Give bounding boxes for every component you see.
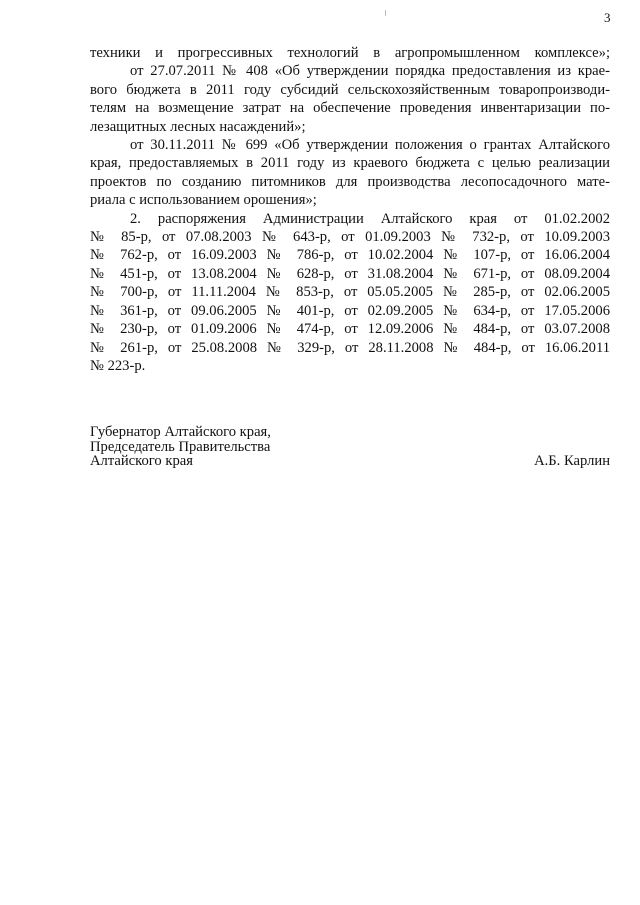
body-line: лезащитных лесных насаждений»; xyxy=(90,118,306,135)
body-line: телям на возмещение затрат на обеспечение проведения инвентаризации по- xyxy=(90,100,610,117)
body-line: № 762-р, от 16.09.2003 № 786-р, от 10.02.2004 № 107-р, от 16.06.2004 xyxy=(90,247,610,264)
signatory-title-line: Председатель Правительства xyxy=(90,438,271,455)
body-line: № 223-р. xyxy=(90,357,146,374)
margin-mark xyxy=(385,10,386,16)
body-line: края, предоставляемых в 2011 году из краевого бюджета с целью реализации xyxy=(90,155,610,172)
body-line: № 451-р, от 13.08.2004 № 628-р, от 31.08.2004 № 671-р, от 08.09.2004 xyxy=(90,265,610,282)
body-line: риала с использованием орошения»; xyxy=(90,192,317,209)
body-line: № 700-р, от 11.11.2004 № 853-р, от 05.05.2005 № 285-р, от 02.06.2005 xyxy=(90,284,610,301)
body-line: вого бюджета в 2011 году субсидий сельскохозяйственным товаропроизводи- xyxy=(90,81,610,98)
page-number: 3 xyxy=(604,10,611,25)
body-line: техники и прогрессивных технологий в агропромышленном комплексе»; xyxy=(90,45,610,61)
body-line: 2. распоряжения Администрации Алтайского края от 01.02.2002 xyxy=(130,210,610,227)
body-line: № 361-р, от 09.06.2005 № 401-р, от 02.09.2005 № 634-р, от 17.05.2006 xyxy=(90,302,610,319)
body-line: № 261-р, от 25.08.2008 № 329-р, от 28.11.2008 № 484-р, от 16.06.2011 xyxy=(90,339,610,356)
body-line: проектов по созданию питомников для производства лесопосадочного мате- xyxy=(90,173,610,190)
body-line: от 30.11.2011 № 699 «Об утверждении положения о грантах Алтайского xyxy=(130,137,610,154)
signatory-title-line: Алтайского края xyxy=(90,453,193,470)
signatory-title-line: Губернатор Алтайского края, xyxy=(90,424,271,440)
body-line: № 230-р, от 01.09.2006 № 474-р, от 12.09.2006 № 484-р, от 03.07.2008 xyxy=(90,321,610,338)
body-line: от 27.07.2011 № 408 «Об утверждении порядка предоставления из крае- xyxy=(130,63,610,80)
document-body xyxy=(90,44,610,375)
signature-block xyxy=(90,425,610,469)
signatory-name: А.Б. Карлин xyxy=(534,453,610,470)
body-line: № 85-р, от 07.08.2003 № 643-р, от 01.09.2003 № 732-р, от 10.09.2003 xyxy=(90,229,610,246)
